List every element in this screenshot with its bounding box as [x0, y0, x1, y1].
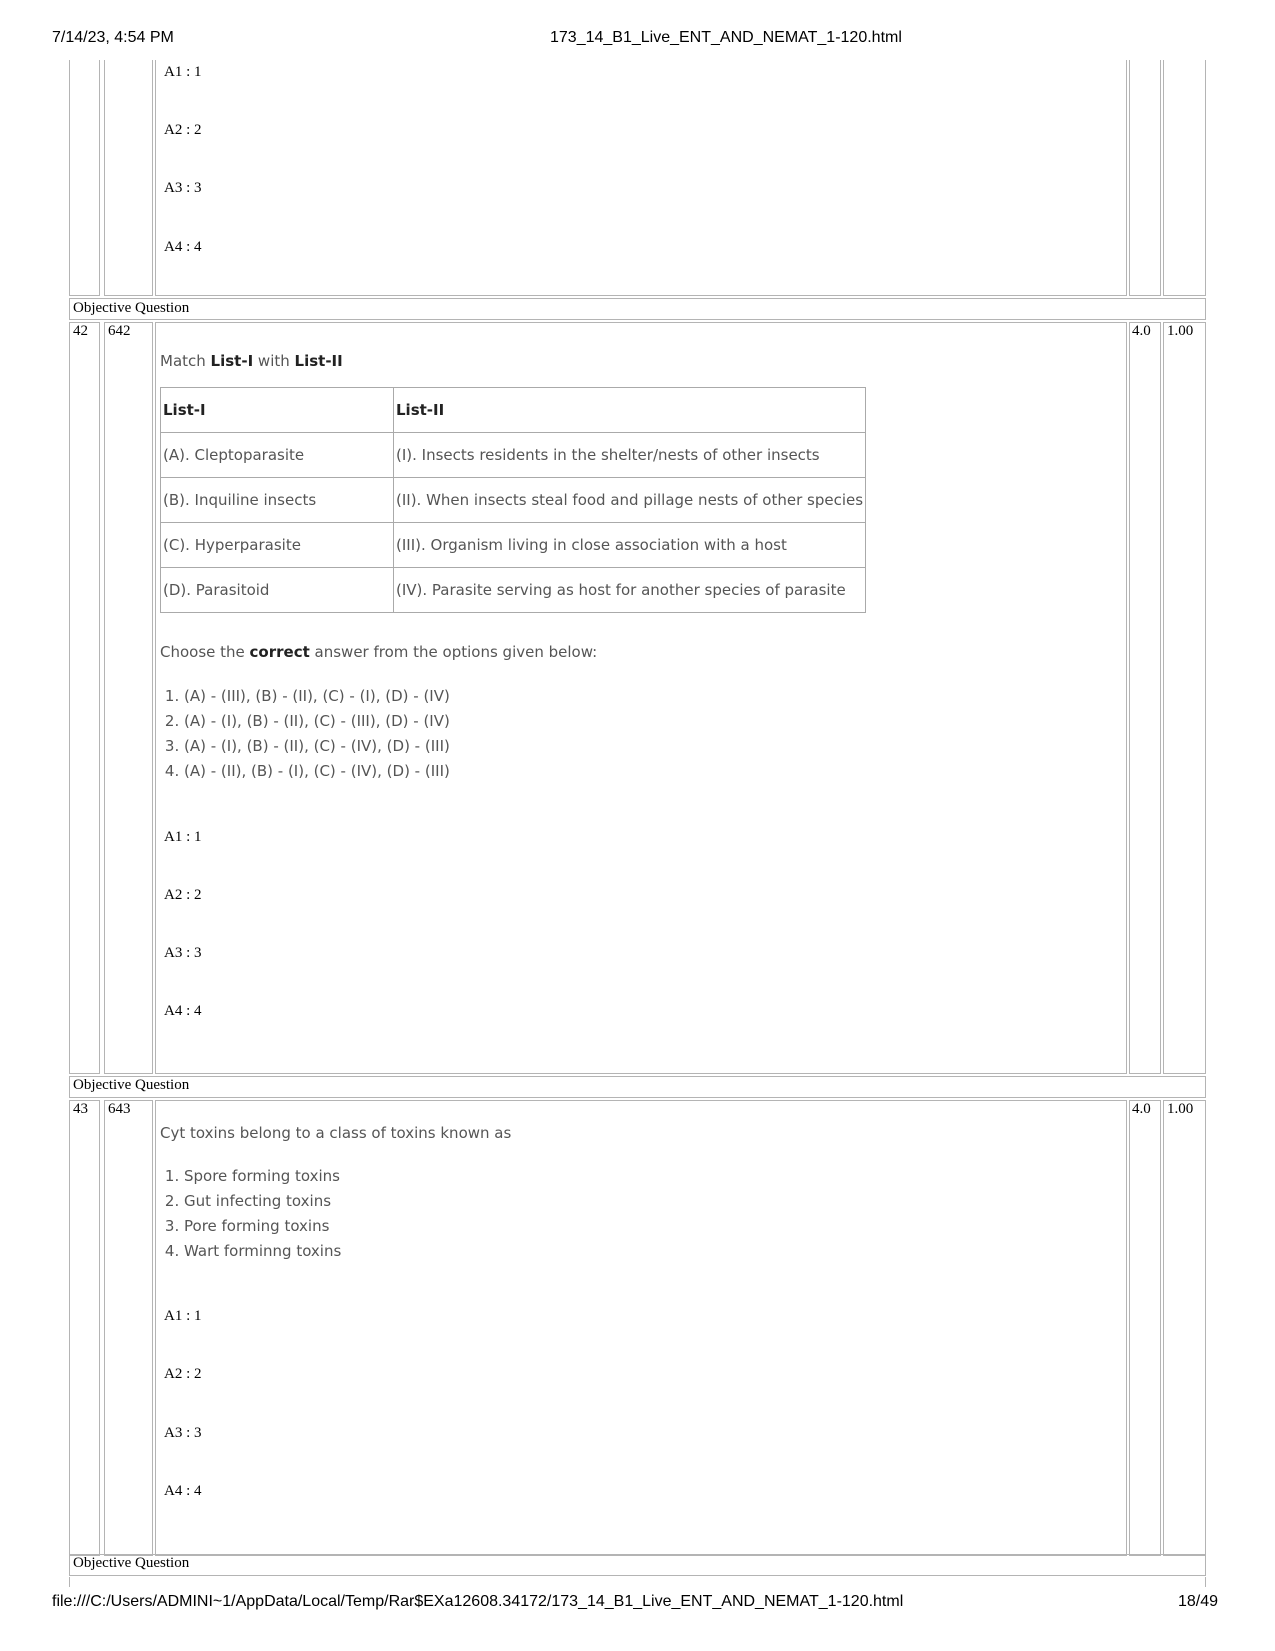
table-row [161, 433, 866, 478]
list-1-item: (B). Inquiline insects [161, 478, 394, 523]
q43-neg-cell [1163, 1100, 1206, 1556]
list-item: 4. (A) - (II), (B) - (I), (C) - (IV), (D) - (III) [184, 759, 450, 784]
q43-options-list [160, 1164, 341, 1264]
q42-sno: 42 [73, 323, 88, 339]
list-2-heading: List-II [396, 401, 445, 419]
prev-answer-1: A1 : 1 [164, 64, 202, 80]
prev-answer-2: A2 : 2 [164, 122, 202, 138]
list-1-heading: List-I [163, 401, 206, 419]
list-1-item: (C). Hyperparasite [161, 523, 394, 568]
q43-question-text: Cyt toxins belong to a class of toxins known as [160, 1124, 512, 1142]
q42-qid: 642 [108, 323, 131, 339]
prev-answer-3: A3 : 3 [164, 180, 202, 196]
prev-sno-cell [69, 60, 100, 296]
q42-sno-cell [69, 322, 100, 1074]
print-datetime: 7/14/23, 4:54 PM [52, 29, 174, 46]
list-item: 3. Pore forming toxins [184, 1214, 341, 1239]
list-2-item: (IV). Parasite serving as host for another species of parasite [394, 568, 866, 613]
section-label: Objective Question [73, 1077, 190, 1093]
q43-qid-cell [104, 1100, 153, 1556]
section-bar [69, 298, 1206, 320]
prev-qid-cell [104, 60, 153, 296]
q43-answer-2: A2 : 2 [164, 1366, 202, 1382]
q42-answer-2: A2 : 2 [164, 887, 202, 903]
list-item: 1. (A) - (III), (B) - (II), (C) - (I), (D) - (IV) [184, 684, 450, 709]
list-2-item: (II). When insects steal food and pillage nests of other species [394, 478, 866, 523]
section-label: Objective Question [73, 1555, 190, 1571]
list-1-item: (A). Cleptoparasite [161, 433, 394, 478]
list-2-item: (III). Organism living in close association with a host [394, 523, 866, 568]
q42-answer-4: A4 : 4 [164, 1003, 202, 1019]
q42-answer-3: A3 : 3 [164, 945, 202, 961]
q42-marks: 4.0 [1132, 323, 1151, 339]
section-bar [69, 1076, 1206, 1098]
table-row [161, 568, 866, 613]
q42-question-text: Match List-I with List-II [160, 352, 343, 370]
list-item: 1. Spore forming toxins [184, 1164, 341, 1189]
q43-negative-marks: 1.00 [1167, 1101, 1194, 1117]
prev-body-cell [155, 60, 1127, 296]
list-2-item: (I). Insects residents in the shelter/nests of other insects [394, 433, 866, 478]
q43-sno: 43 [73, 1101, 88, 1117]
table-edge-right [1205, 1577, 1206, 1587]
q42-qid-cell [104, 322, 153, 1074]
q42-negative-marks: 1.00 [1167, 323, 1194, 339]
q43-answer-3: A3 : 3 [164, 1425, 202, 1441]
q42-marks-cell [1129, 322, 1161, 1074]
table-row [161, 523, 866, 568]
q43-marks-cell [1129, 1100, 1161, 1556]
section-bar [69, 1554, 1206, 1576]
q42-instruction: Choose the correct answer from the options given below: [160, 643, 598, 661]
table-edge-left [69, 1577, 70, 1587]
prev-marks-cell [1129, 60, 1161, 296]
q43-answer-4: A4 : 4 [164, 1483, 202, 1499]
print-filename: 173_14_B1_Live_ENT_AND_NEMAT_1-120.html [550, 29, 902, 46]
table-header-row [161, 388, 866, 433]
prev-neg-cell [1163, 60, 1206, 296]
list-1-item: (D). Parasitoid [161, 568, 394, 613]
list-item: 2. (A) - (I), (B) - (II), (C) - (III), (D) - (IV) [184, 709, 450, 734]
q42-neg-cell [1163, 322, 1206, 1074]
q43-sno-cell [69, 1100, 100, 1556]
q42-match-table [160, 387, 866, 613]
list-item: 3. (A) - (I), (B) - (II), (C) - (IV), (D) - (III) [184, 734, 450, 759]
q43-marks: 4.0 [1132, 1101, 1151, 1117]
list-item: 2. Gut infecting toxins [184, 1189, 341, 1214]
q42-answer-1: A1 : 1 [164, 829, 202, 845]
list-item: 4. Wart forminng toxins [184, 1239, 341, 1264]
q43-answer-1: A1 : 1 [164, 1308, 202, 1324]
q42-options-list [160, 684, 450, 784]
prev-answer-4: A4 : 4 [164, 239, 202, 255]
table-row [161, 478, 866, 523]
q43-qid: 643 [108, 1101, 131, 1117]
section-label: Objective Question [73, 300, 190, 316]
print-file-path: file:///C:/Users/ADMINI~1/AppData/Local/Temp/Rar$EXa12608.34172/173_14_B1_Live_ENT_AND_NEMAT_1-120.html [52, 1593, 904, 1610]
print-page-number: 18/49 [1178, 1593, 1219, 1610]
